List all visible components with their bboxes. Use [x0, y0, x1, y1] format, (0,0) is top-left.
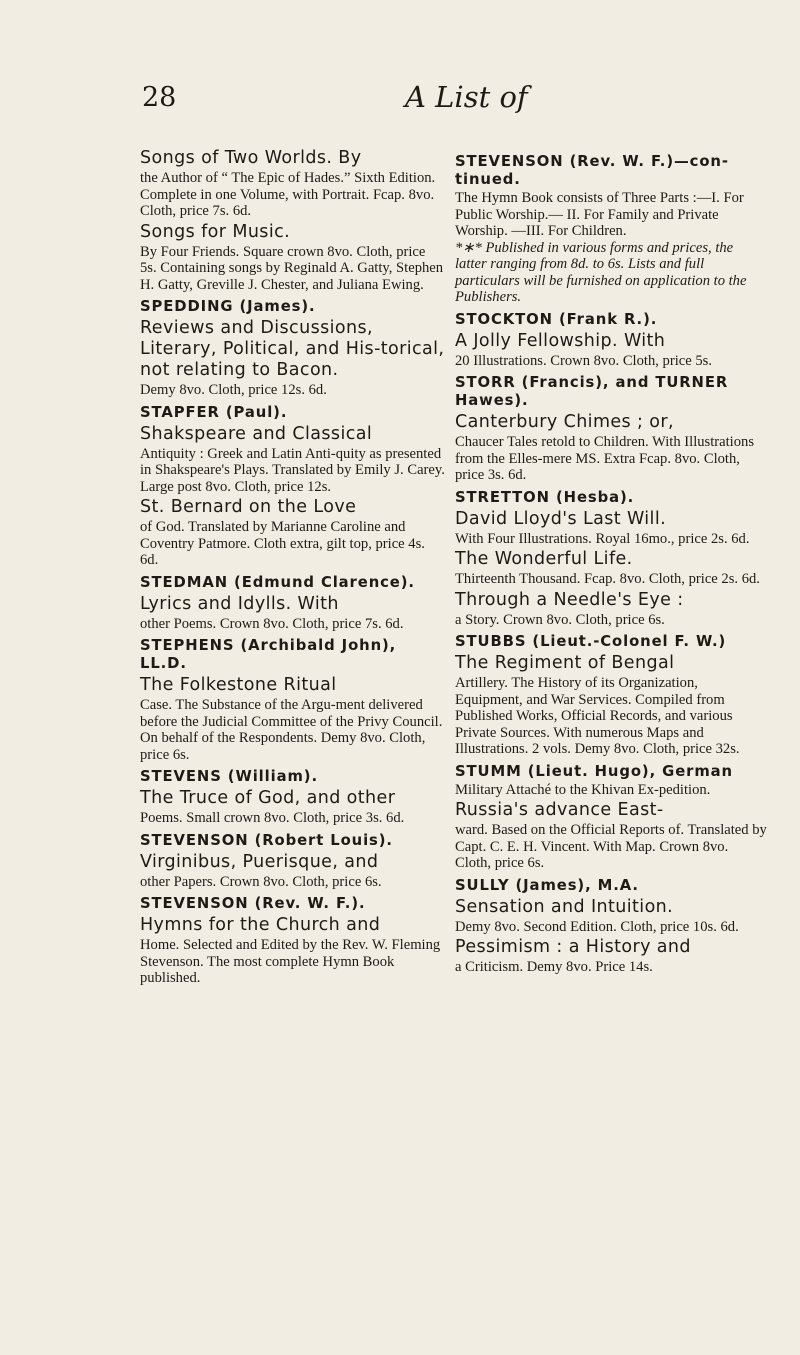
catalogue-title: The Wonderful Life. [455, 549, 633, 569]
catalogue-title: Sensation and Intuition. [455, 896, 674, 917]
catalogue-desc: Military Attaché to the Khivan Ex-pedition. [455, 781, 711, 798]
catalogue-desc: Thirteenth Thousand. Fcap. 8vo. Cloth, price 2s. 6d. [455, 571, 760, 587]
catalogue-desc: Antiquity : Greek and Latin Anti-quity as presented in Shakspeare's Plays. Translated by Emily J. Carey. Large post 8vo. Cloth, price 12s. [140, 445, 445, 495]
catalogue-desc: Home. Selected and Edited by the Rev. W. Fleming Stevenson. The most complete Hymn Book published. [140, 937, 441, 986]
catalogue-desc: Poems. Small crown 8vo. Cloth, price 3s. 6d. [140, 810, 405, 826]
catalogue-title: Russia's advance East- [455, 800, 664, 820]
catalogue-author: SULLY (James), M.A. [455, 876, 639, 894]
catalogue-title: Hymns for the Church and [140, 915, 381, 935]
catalogue-author: STUMM (Lieut. Hugo), German [455, 762, 733, 780]
left-column [140, 148, 445, 987]
catalogue-author: STORR (Francis), and TURNER Hawes). [455, 374, 729, 409]
catalogue-desc: The Hymn Book consists of Three Parts :—I. For Public Worship.— II. For Family and Private Worship. —III. For Children. [455, 190, 744, 239]
catalogue-desc: 20 Illustrations. Crown 8vo. Cloth, price 5s. [455, 352, 712, 369]
catalogue-author: STRETTON (Hesba). [455, 488, 635, 506]
catalogue-desc: a Story. Crown 8vo. Cloth, price 6s. [455, 611, 665, 628]
catalogue-title: Songs for Music. [140, 221, 291, 242]
catalogue-author: SPEDDING (James). [140, 298, 316, 315]
catalogue-title: Pessimism : a History and [455, 937, 691, 957]
catalogue-title: Shakspeare and Classical [140, 423, 373, 444]
catalogue-desc: Demy 8vo. Cloth, price 12s. 6d. [140, 382, 327, 398]
right-column [455, 148, 767, 976]
catalogue-author: STEPHENS (Archibald John), LL.D. [140, 637, 397, 672]
running-head: A List of [405, 80, 528, 114]
catalogue-desc: Chaucer Tales retold to Children. With Illustrations from the Elles-mere MS. Extra Fcap. 8vo. Cloth, price 3s. 6d. [455, 434, 754, 483]
catalogue-title: David Lloyd's Last Will. [455, 508, 667, 529]
catalogue-author: STEVENS (William). [140, 768, 318, 785]
catalogue-title: A Jolly Fellowship. With [455, 330, 666, 351]
catalogue-author: STOCKTON (Frank R.). [455, 310, 658, 328]
catalogue-author: STEVENSON (Robert Louis). [140, 831, 393, 849]
catalogue-author: STAPFER (Paul). [140, 403, 288, 421]
catalogue-desc: Artillery. The History of its Organization, Equipment, and War Services. Compiled from Published Works, Official Records, and various Private Sources. With numerous Maps and Illustrations. 2 vols. Demy 8vo. Cloth, price 32s. [455, 675, 740, 757]
catalogue-desc: With Four Illustrations. Royal 16mo., price 2s. 6d. [455, 530, 750, 547]
catalogue-title: Lyrics and Idylls. With [140, 593, 339, 614]
catalogue-desc: a Criticism. Demy 8vo. Price 14s. [455, 959, 653, 975]
catalogue-title: Reviews and Discussions, Literary, Political, and His-torical, not relating to Bacon. [140, 318, 445, 380]
catalogue-desc: other Poems. Crown 8vo. Cloth, price 7s. 6d. [140, 615, 404, 632]
catalogue-title: St. Bernard on the Love [140, 497, 357, 517]
catalogue-desc: of God. Translated by Marianne Caroline and Coventry Patmore. Cloth extra, gilt top, price 4s. 6d. [140, 519, 425, 568]
catalogue-desc: Demy 8vo. Second Edition. Cloth, price 10s. 6d. [455, 918, 739, 935]
catalogue-note: *∗* Published in various forms and prices, the latter ranging from 8d. to 6s. Lists and full particulars will be furnished on application to the Publishers. [455, 239, 747, 305]
catalogue-author: STEVENSON (Rev. W. F.)—con-tinued. [455, 153, 729, 188]
catalogue-title: Songs of Two Worlds. By [140, 148, 362, 168]
catalogue-title: Through a Needle's Eye : [455, 589, 684, 610]
catalogue-title: Virginibus, Puerisque, and [140, 851, 379, 872]
catalogue-desc: Case. The Substance of the Argu-ment delivered before the Judicial Committee of the Privy Council. On behalf of the Respondents. Demy 8vo. Cloth, price 6s. [140, 697, 443, 763]
catalogue-desc: By Four Friends. Square crown 8vo. Cloth, price 5s. Containing songs by Reginald A. Gatty, Stephen H. Gatty, Greville J. Chester, and Juliana Ewing. [140, 243, 444, 293]
catalogue-title: The Folkestone Ritual [140, 675, 337, 695]
catalogue-title: The Truce of God, and other [140, 788, 396, 808]
catalogue-title: The Regiment of Bengal [455, 653, 675, 673]
page-number: 28 [142, 82, 177, 113]
catalogue-desc: ward. Based on the Official Reports of. Translated by Capt. C. E. H. Vincent. With Map. Crown 8vo. Cloth, price 6s. [455, 822, 767, 871]
catalogue-author: STEVENSON (Rev. W. F.). [140, 895, 366, 912]
catalogue-title: Canterbury Chimes ; or, [455, 412, 674, 432]
catalogue-author: STEDMAN (Edmund Clarence). [140, 573, 415, 591]
catalogue-desc: the Author of “ The Epic of Hades.” Sixth Edition. Complete in one Volume, with Portrait. Fcap. 8vo. Cloth, price 7s. 6d. [140, 170, 436, 219]
catalogue-author: STUBBS (Lieut.-Colonel F. W.) [455, 633, 727, 650]
catalogue-desc: other Papers. Crown 8vo. Cloth, price 6s. [140, 873, 382, 890]
